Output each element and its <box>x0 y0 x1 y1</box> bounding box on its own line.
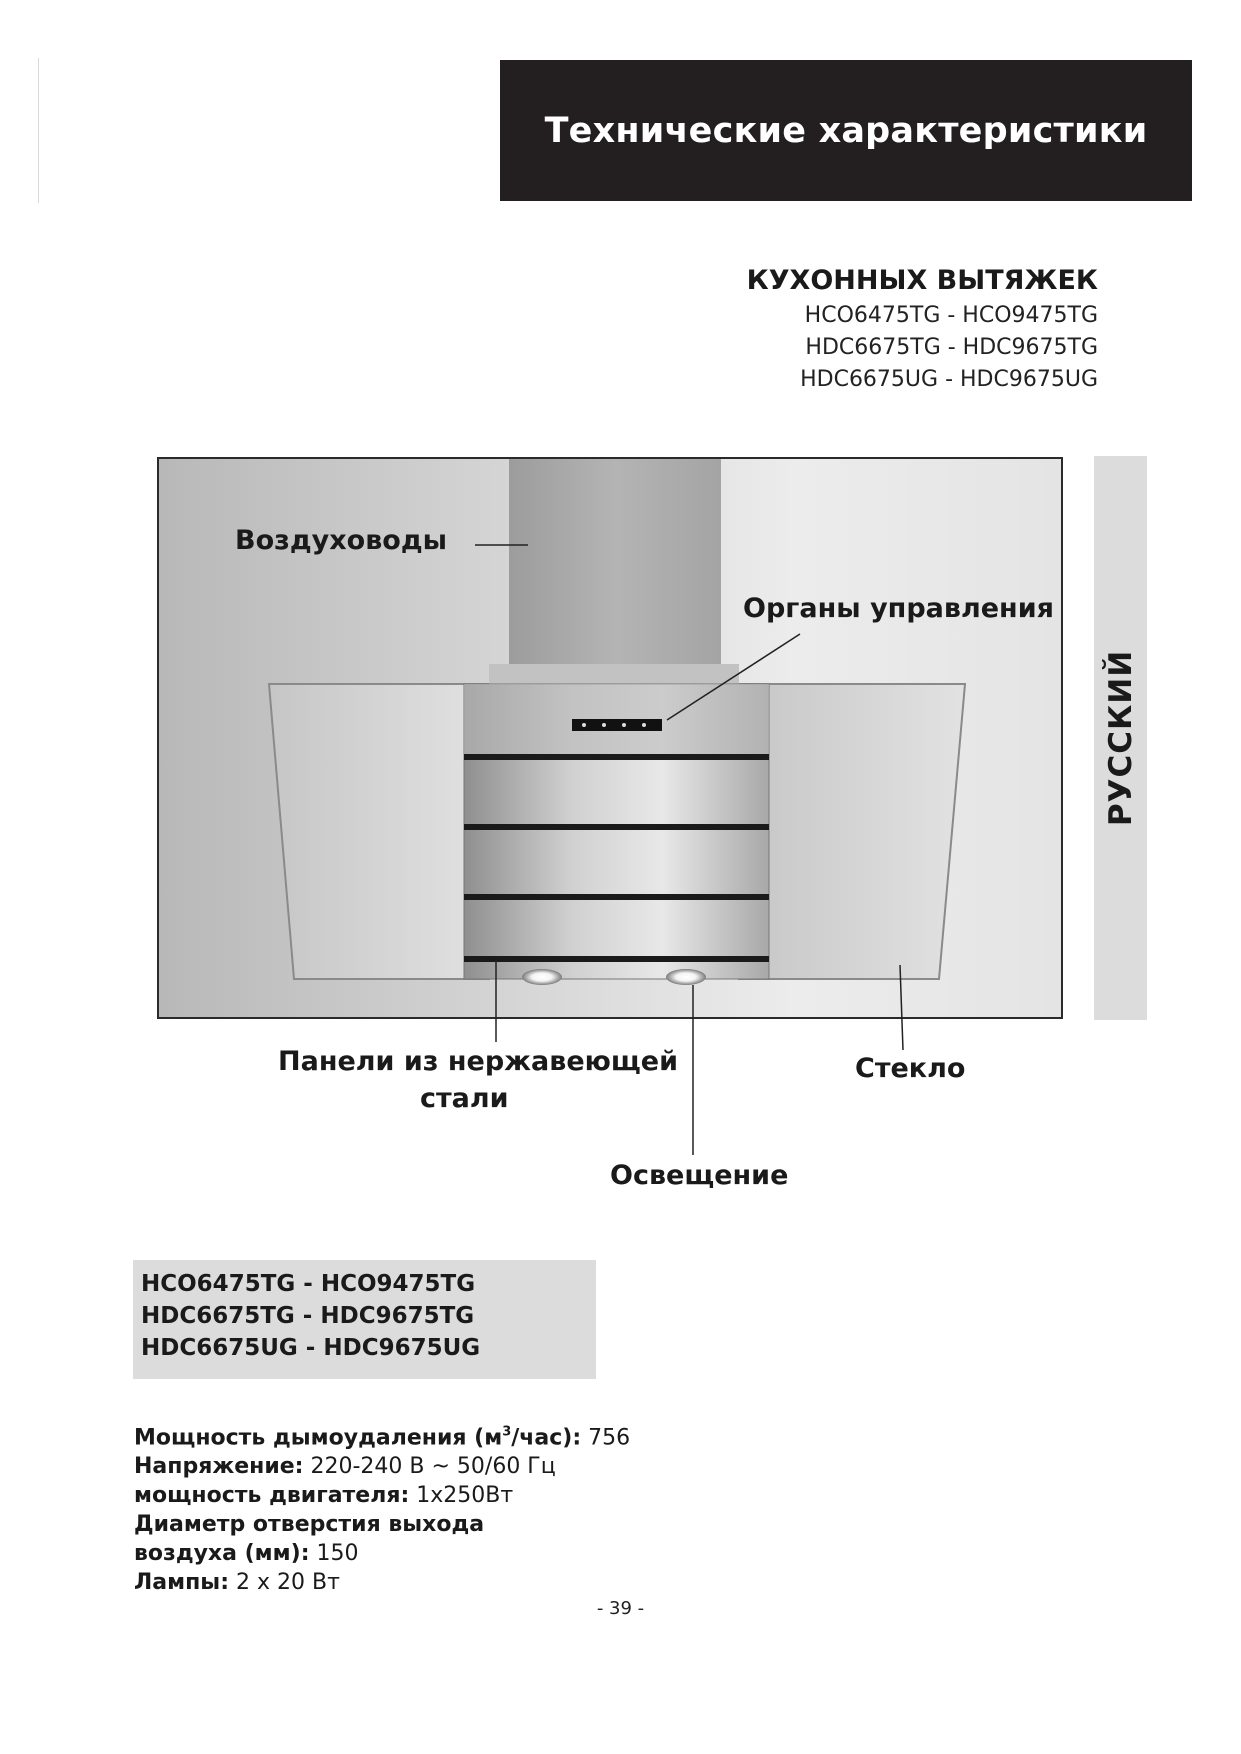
section-title: Технические характеристики <box>544 110 1148 151</box>
spec-diameter-label-1: Диаметр отверстия выхода <box>134 1512 485 1538</box>
spec-model-line: HDC6675UG - HDC9675UG <box>141 1335 481 1361</box>
label-lighting: Освещение <box>610 1160 789 1191</box>
spec-diameter-label-2: воздуха (мм): <box>134 1541 310 1567</box>
steel-slat-gap <box>464 754 769 760</box>
spec-lamps-label: Лампы: <box>134 1570 229 1596</box>
model-line: HDC6675UG - HDC9675UG <box>800 367 1098 392</box>
section-header <box>500 60 1192 201</box>
label-panels-line2: стали <box>420 1083 509 1114</box>
spec-extraction-value: 756 <box>588 1425 631 1451</box>
model-line: HDC6675TG - HDC9675TG <box>805 335 1098 360</box>
spec-diameter-value: 150 <box>316 1541 359 1567</box>
spec-voltage <box>134 1452 630 1481</box>
spec-models-box <box>133 1260 596 1379</box>
page-number: - 39 - <box>596 1598 645 1619</box>
model-list <box>747 262 1098 396</box>
steel-slat-gap <box>464 824 769 830</box>
label-ducts: Воздуховоды <box>235 525 448 556</box>
language-label: РУССКИЙ <box>1102 649 1139 827</box>
spec-extraction-label-end: /час): <box>511 1425 582 1451</box>
steel-slat-gap <box>464 956 769 962</box>
spec-model-line: HDC6675TG - HDC9675TG <box>141 1303 475 1329</box>
models-title: КУХОННЫХ ВЫТЯЖЕК <box>746 265 1098 296</box>
spec-voltage-value: 220-240 В ~ 50/60 Гц <box>310 1454 556 1480</box>
lamp-right <box>666 969 706 985</box>
spec-lamps-value: 2 x 20 Вт <box>236 1570 340 1596</box>
glass-panel-right <box>739 684 965 979</box>
spec-extraction-label: Мощность дымоудаления (м <box>134 1425 503 1451</box>
steel-slat-gap <box>464 894 769 900</box>
spec-voltage-label: Напряжение: <box>134 1454 304 1480</box>
spec-motor-label: мощность двигателя: <box>134 1483 410 1509</box>
spec-list <box>134 1418 630 1597</box>
spec-model-line: HCO6475TG - HCO9475TG <box>141 1271 476 1297</box>
label-panels-line1: Панели из нержавеющей <box>278 1046 678 1077</box>
label-glass: Стекло <box>855 1053 966 1084</box>
spec-extraction <box>134 1418 630 1452</box>
spec-lamps <box>134 1568 630 1597</box>
margin-rule <box>38 58 39 203</box>
spec-diameter-line2 <box>134 1539 630 1568</box>
spec-motor <box>134 1481 630 1510</box>
lamp-left <box>522 969 562 985</box>
label-controls: Органы управления <box>743 593 1054 624</box>
glass-panel-left <box>269 684 489 979</box>
spec-motor-value: 1x250Вт <box>416 1483 514 1509</box>
spec-extraction-sup: 3 <box>502 1425 512 1440</box>
language-tab <box>1094 456 1147 1020</box>
model-line: HCO6475TG - HCO9475TG <box>804 303 1098 328</box>
spec-diameter-line1 <box>134 1510 630 1539</box>
chimney-duct <box>509 459 721 669</box>
